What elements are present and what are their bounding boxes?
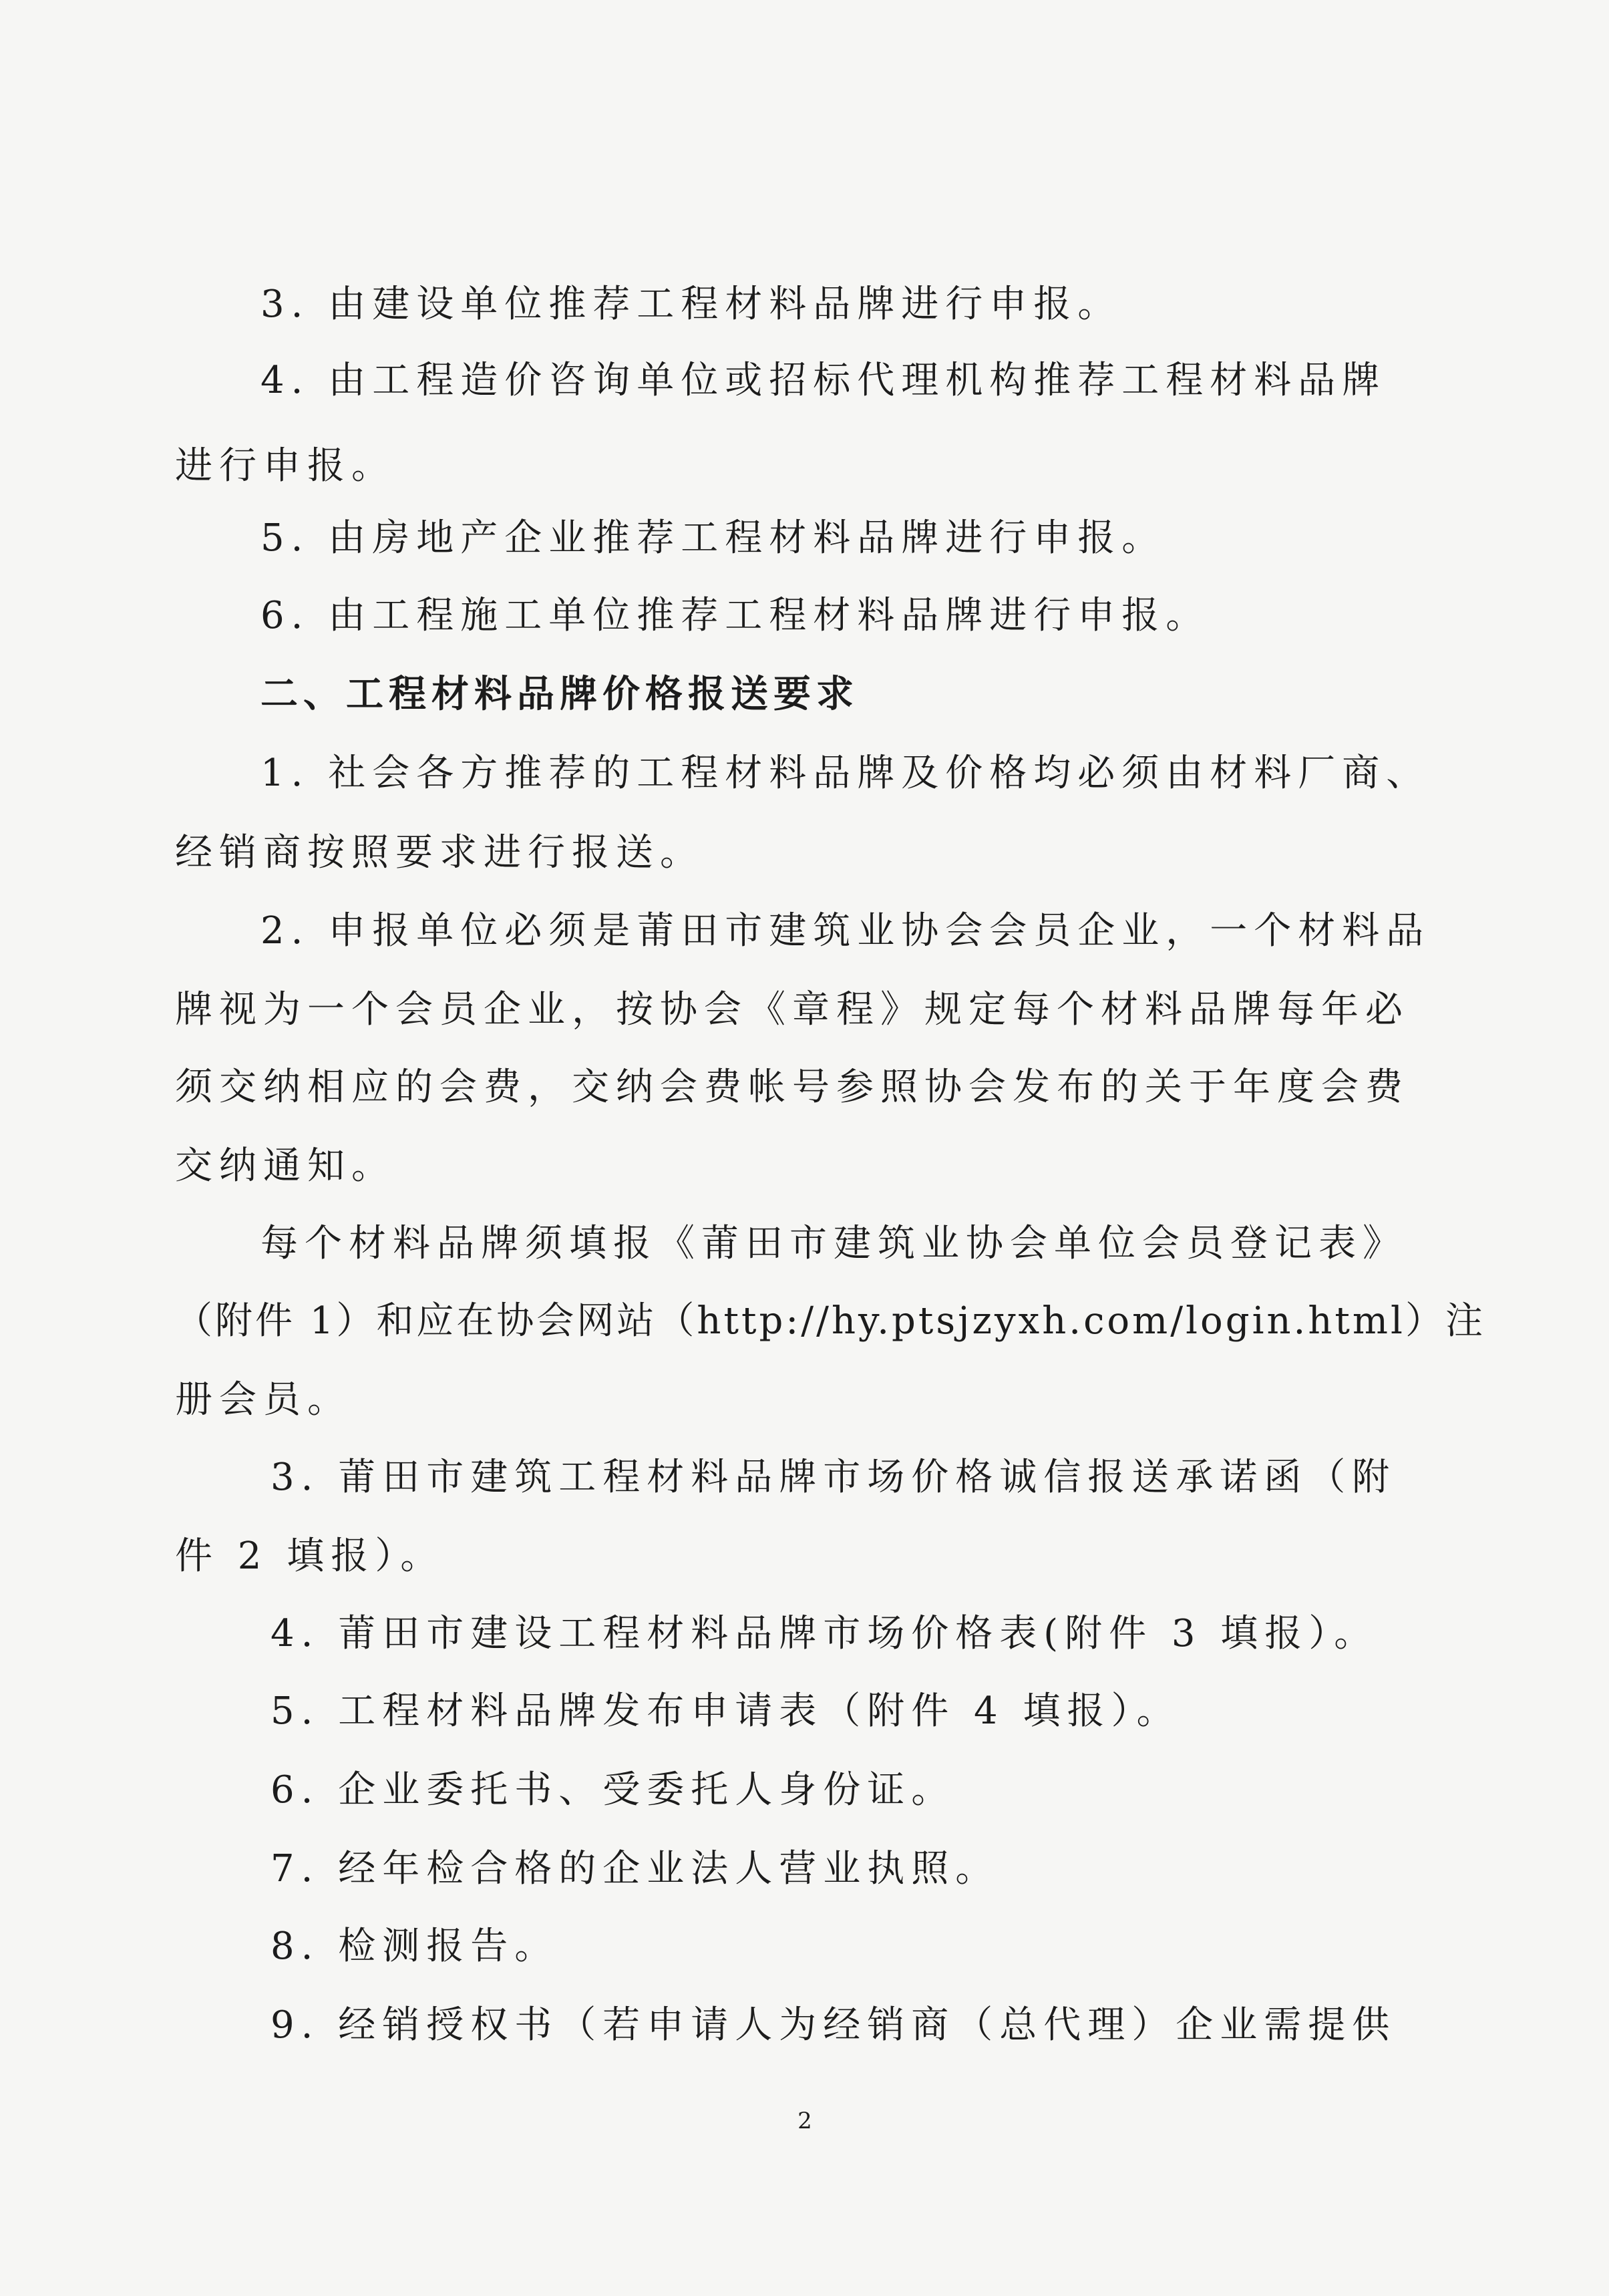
- text-line: 1. 社会各方推荐的工程材料品牌及价格均必须由材料厂商、: [260, 752, 1431, 795]
- text-line: 4. 莆田市建设工程材料品牌市场价格表(附件 3 填报）。: [271, 1612, 1379, 1655]
- text-line: 3. 莆田市建筑工程材料品牌市场价格诚信报送承诺函（附: [271, 1456, 1397, 1499]
- text-line: 8. 检测报告。: [271, 1925, 559, 1968]
- text-line: 册会员。: [175, 1378, 351, 1422]
- text-line: 2. 申报单位必须是莆田市建筑业协会会员企业，一个材料品: [260, 909, 1431, 953]
- text-line: 5. 工程材料品牌发布申请表（附件 4 填报）。: [271, 1689, 1181, 1733]
- page-number: 2: [797, 2108, 812, 2134]
- text-line: 9. 经销授权书（若申请人为经销商（总代理）企业需提供: [271, 2003, 1397, 2047]
- text-line: 进行申报。: [175, 444, 395, 488]
- text-line: 4. 由工程造价咨询单位或招标代理机构推荐工程材料品牌: [260, 359, 1387, 402]
- text-line: 须交纳相应的会费，交纳会费帐号参照协会发布的关于年度会费: [175, 1065, 1409, 1109]
- text-line: 6. 企业委托书、受委托人身份证。: [271, 1768, 956, 1812]
- text-line: 6. 由工程施工单位推荐工程材料品牌进行申报。: [260, 594, 1210, 637]
- text-line: 3. 由建设单位推荐工程材料品牌进行申报。: [260, 283, 1122, 326]
- text-line: 每个材料品牌须填报《莆田市建筑业协会单位会员登记表》: [260, 1222, 1407, 1265]
- text-line: （附件 1）和应在协会网站（http://hy.ptsjzyxh.com/login.html）注: [175, 1299, 1485, 1343]
- text-line: 经销商按照要求进行报送。: [175, 831, 704, 874]
- text-line: 牌视为一个会员企业，按协会《章程》规定每个材料品牌每年必: [175, 988, 1409, 1031]
- text-line: 交纳通知。: [175, 1144, 395, 1188]
- text-line: 5. 由房地产企业推荐工程材料品牌进行申报。: [260, 516, 1166, 560]
- section-heading: 二、工程材料品牌价格报送要求: [260, 673, 859, 716]
- text-line: 7. 经年检合格的企业法人营业执照。: [271, 1847, 1000, 1891]
- text-line: 件 2 填报）。: [175, 1534, 445, 1578]
